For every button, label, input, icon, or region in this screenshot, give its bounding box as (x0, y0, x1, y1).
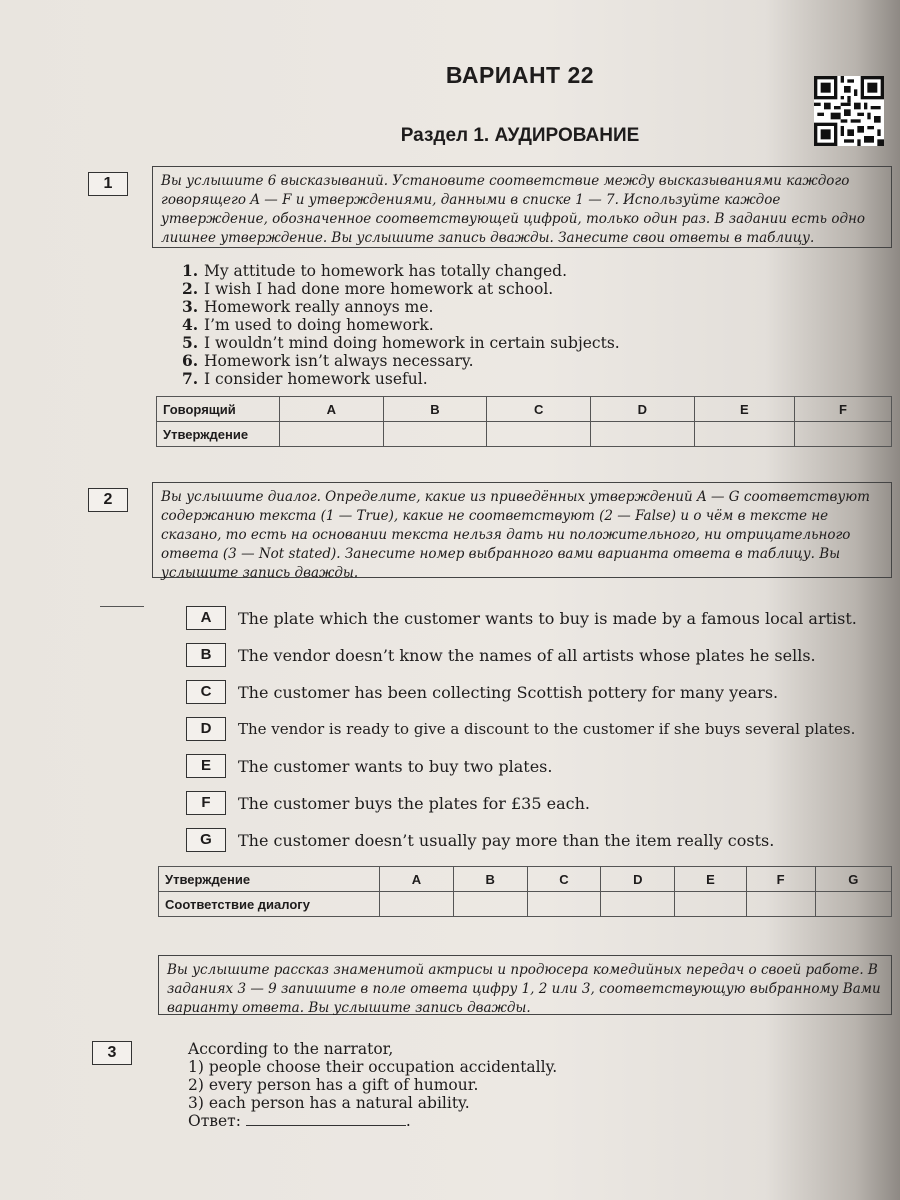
answer-cell[interactable] (675, 892, 746, 917)
table-column-header: C (487, 397, 591, 422)
task2-statement: F The customer buys the plates for £35 each. (186, 791, 590, 815)
table-column-header: D (601, 867, 675, 892)
variant-title: ВАРИАНТ 22 (445, 62, 595, 88)
task2-statement: A The plate which the customer wants to buy is made by a famous local artist. (186, 606, 857, 630)
tasks3-9-instruction: Вы услышите рассказ знаменитой актрисы и продюсера комедийных передач о своей работе. В заданиях 3 — 9 запишите в поле ответа цифру 1, 2 или 3, соответствующую выбранному Вами варианту ответа. Вы услышите запись дважды. (158, 955, 892, 1015)
list-item: 5. I wouldn’t mind doing homework in certain subjects. (182, 333, 620, 352)
table-column-header: A (280, 397, 384, 422)
answer-cell[interactable] (527, 892, 601, 917)
task2-statement: E The customer wants to buy two plates. (186, 754, 552, 778)
statement-letter: E (186, 754, 226, 778)
table-column-header: B (383, 397, 487, 422)
list-item: 6. Homework isn’t always necessary. (182, 351, 474, 370)
table-column-header: F (794, 397, 891, 422)
option-3: 3) each person has a natural ability. (188, 1094, 470, 1112)
task1-instruction: Вы услышите 6 высказываний. Установите соответствие между высказываниями каждого говорящего A — F и утверждениями, данными в списке 1 — 7. Используйте каждое утверждение, обозначенное соответствующей цифрой, только один раз. В задании есть одно лишнее утверждение. Вы услышите запись дважды. Занесите свои ответы в таблицу. (152, 166, 892, 248)
statement-letter: A (186, 606, 226, 630)
answer-cell[interactable] (746, 892, 815, 917)
task-number-1: 1 (88, 172, 128, 196)
option-2: 2) every person has a gift of humour. (188, 1076, 479, 1094)
task1-answer-table (156, 396, 892, 447)
table-column-header: B (453, 867, 527, 892)
statement-letter: D (186, 717, 226, 741)
answer-cell[interactable] (815, 892, 891, 917)
table-column-header: D (590, 397, 694, 422)
task2-statement: D The vendor is ready to give a discount to the customer if she buys several plates. (186, 717, 855, 741)
task3-question (188, 1040, 557, 1130)
table-column-header: E (675, 867, 746, 892)
table-header: Утверждение (159, 867, 380, 892)
list-item: 1. My attitude to homework has totally changed. (182, 261, 568, 280)
option-1: 1) people choose their occupation accidentally. (188, 1058, 558, 1076)
margin-mark (100, 606, 144, 607)
answer-cell[interactable] (380, 892, 454, 917)
table-header: Соответствие диалогу (159, 892, 380, 917)
answer-tail: . (405, 1112, 411, 1130)
task2-answer-table (158, 866, 892, 917)
task-number-2: 2 (88, 488, 128, 512)
answer-row (188, 1112, 557, 1130)
answer-cell[interactable] (601, 892, 675, 917)
list-item: 3. Homework really annoys me. (182, 297, 434, 316)
statement-letter: B (186, 643, 226, 667)
statement-letter: C (186, 680, 226, 704)
answer-cell[interactable] (383, 422, 487, 447)
answer-cell[interactable] (453, 892, 527, 917)
task2-statement: C The customer has been collecting Scottish pottery for many years. (186, 680, 778, 704)
statement-letter: F (186, 791, 226, 815)
answer-cell[interactable] (487, 422, 591, 447)
list-item: 2. I wish I had done more homework at school. (182, 279, 554, 298)
answer-label: Ответ: (188, 1112, 241, 1130)
answer-field[interactable] (246, 1113, 406, 1126)
answer-cell[interactable] (794, 422, 891, 447)
task2-statement: B The vendor doesn’t know the names of all artists whose plates he sells. (186, 643, 816, 667)
question-text: According to the narrator, (188, 1040, 394, 1058)
task-number-3: 3 (92, 1041, 132, 1065)
answer-cell[interactable] (280, 422, 384, 447)
answer-cell[interactable] (694, 422, 794, 447)
table-column-header: E (694, 397, 794, 422)
answer-cell[interactable] (590, 422, 694, 447)
table-column-header: F (746, 867, 815, 892)
list-item: 4. I’m used to doing homework. (182, 315, 434, 334)
table-header: Говорящий (157, 397, 280, 422)
table-column-header: A (380, 867, 454, 892)
qr-code-icon (814, 76, 884, 146)
statement-letter: G (186, 828, 226, 852)
task2-statement: G The customer doesn’t usually pay more than the item really costs. (186, 828, 774, 852)
table-column-header: C (527, 867, 601, 892)
table-column-header: G (815, 867, 891, 892)
task2-instruction: Вы услышите диалог. Определите, какие из приведённых утверждений A — G соответствуют содержанию текста (1 — True), какие не соответствуют (2 — False) и о чём в тексте не сказано, то есть на основании текста нельзя дать ни положительного, ни отрицательного ответа (3 — Not stated). Занесите номер выбранного вами варианта ответа в таблицу. Вы услышите запись дважды. (152, 482, 892, 578)
list-item: 7. I consider homework useful. (182, 369, 428, 388)
table-header: Утверждение (157, 422, 280, 447)
section-title: Раздел 1. АУДИРОВАНИЕ (400, 125, 640, 146)
task1-statement-list (182, 262, 620, 388)
